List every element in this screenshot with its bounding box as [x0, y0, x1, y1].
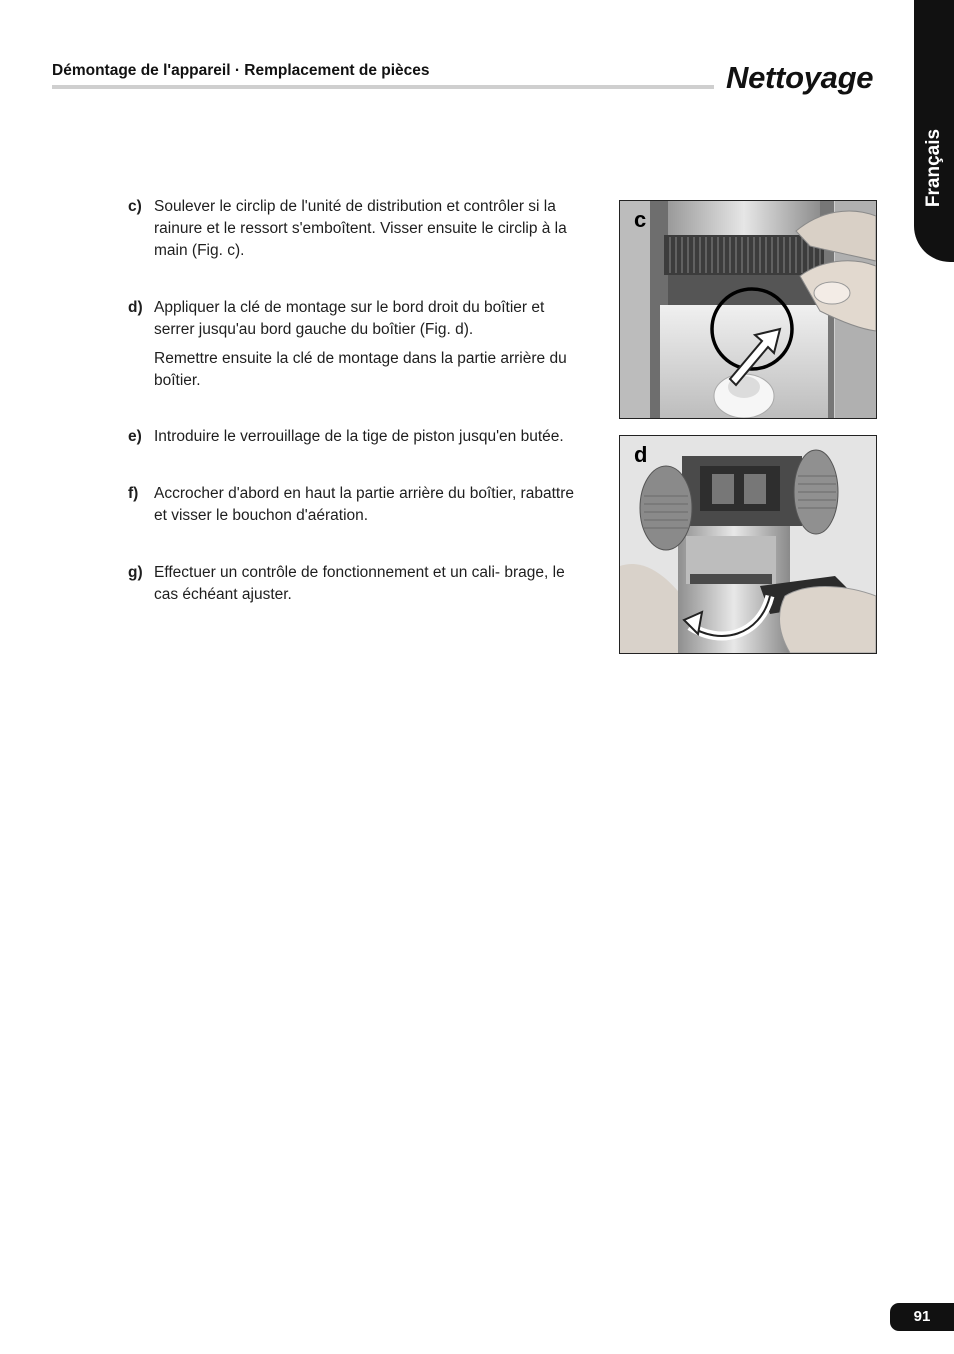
figure-label: c [634, 207, 647, 232]
figure-c [619, 200, 877, 419]
step-text: Accrocher d'abord en haut la partie arrière du boîtier, rabattre et visser le bouchon d'aération. [154, 485, 574, 524]
step-text: Soulever le circlip de l'unité de distribution et contrôler si la rainure et le ressort s'emboîtent. Visser ensuite le circlip à la main (Fig. c). [154, 198, 567, 259]
step-text: Effectuer un contrôle de fonctionnement et un cali- brage, le cas échéant ajuster. [154, 564, 565, 603]
step-key: e) [128, 428, 142, 445]
step-e [128, 426, 588, 448]
step-text: Introduire le verrouillage de la tige de piston jusqu'en butée. [154, 428, 564, 445]
step-key: g) [128, 564, 143, 581]
steps-list [128, 196, 588, 606]
step-d [128, 297, 588, 392]
step-key: f) [128, 485, 139, 502]
step-text: Appliquer la clé de montage sur le bord droit du boîtier et serrer jusqu'au bord gauche du boîtier (Fig. d). [154, 299, 545, 338]
figure-label: d [634, 442, 648, 467]
language-tab [914, 0, 954, 262]
step-c [128, 196, 588, 262]
step-g [128, 562, 588, 606]
page-number: 91 [890, 1303, 954, 1331]
figure-d-photo [620, 436, 876, 653]
step-text: Remettre ensuite la clé de montage dans la partie arrière du boîtier. [154, 350, 567, 389]
header-rule [52, 85, 714, 89]
page-title: Nettoyage [726, 60, 874, 95]
header-section-title: Démontage de l'appareil · Remplacement de pièces [52, 62, 430, 79]
step-key: c) [128, 198, 142, 215]
figure-c-photo [620, 201, 876, 418]
figure-d [619, 435, 877, 654]
step-key: d) [128, 299, 143, 316]
language-tab-label: Français [923, 128, 944, 208]
step-f [128, 483, 588, 527]
